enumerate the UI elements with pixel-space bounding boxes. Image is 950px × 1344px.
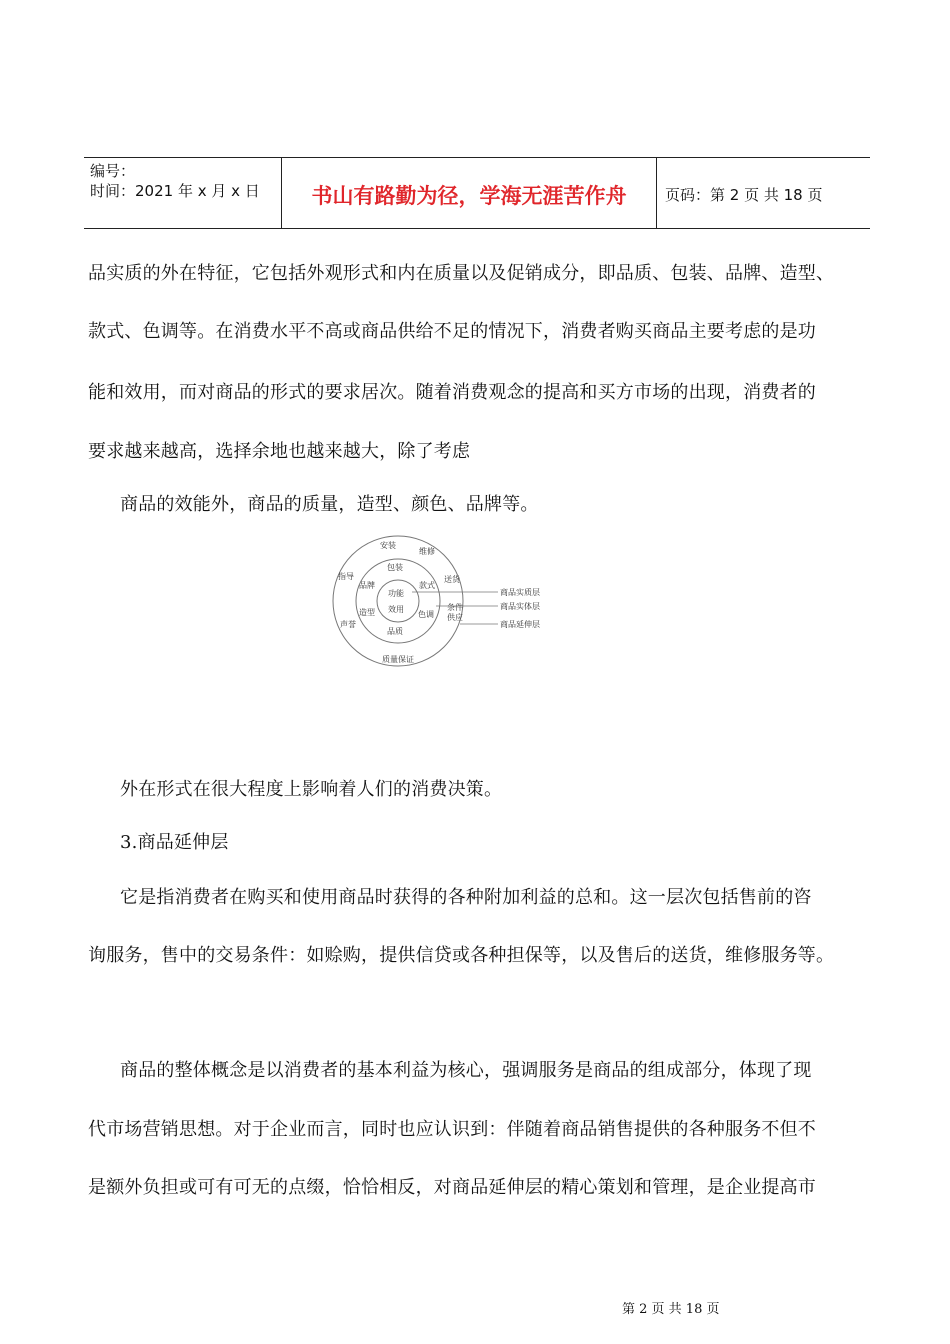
label-conditions: 条件 [447,603,463,612]
label-utility: 效用 [388,605,404,614]
document-date: 时间：2021 年 x 月 x 日 [90,182,260,200]
outer-ring [333,536,463,666]
paragraph-line: 询服务，售中的交易条件：如赊购，提供信贷或各种担保等，以及售后的送货，维修服务等。 [88,945,835,966]
paragraph-line: 款式、色调等。在消费水平不高或商品供给不足的情况下，消费者购买商品主要考虑的是功 [88,321,816,342]
header-meta-cell [84,158,282,228]
section-heading: 3.商品延伸层 [120,832,229,853]
page-header [84,157,870,229]
paragraph-line: 能和效用，而对商品的形式的要求居次。随着消费观念的提高和买方市场的出现，消费者的 [88,382,816,403]
paragraph-line: 商品的效能外，商品的质量，造型、颜色、品牌等。 [120,494,539,515]
label-function: 功能 [388,589,404,598]
legend-extension-layer: 商品延伸层 [500,620,540,629]
core-ring [377,580,419,622]
header-page-number: 页码：第 2 页 共 18 页 [665,186,823,204]
paragraph-line: 外在形式在很大程度上影响着人们的消费决策。 [120,779,503,800]
paragraph-line: 是额外负担或可有可无的点缀，恰恰相反，对商品延伸层的精心策划和管理，是企业提高市 [88,1177,816,1198]
label-repair: 维修 [419,547,435,556]
page-footer: 第 2 页 共 18 页 [622,1302,720,1317]
header-page-cell [657,158,870,228]
label-quality: 品质 [387,627,403,636]
label-install: 安装 [380,541,396,550]
label-guidance: 指导 [338,572,354,581]
label-brand: 品牌 [359,581,375,590]
label-reputation: 声誉 [340,620,356,629]
legend-core-layer: 商品实质层 [500,588,540,597]
label-shape: 造型 [359,608,375,617]
paragraph-line: 要求越来越高，选择余地也越来越大，除了考虑 [88,441,471,462]
paragraph-line: 它是指消费者在购买和使用商品时获得的各种附加利益的总和。这一层次包括售前的咨 [120,887,812,908]
label-delivery: 送货 [444,575,460,584]
label-supply: 供应 [447,613,463,622]
product-levels-diagram [330,530,560,672]
paragraph-line: 商品的整体概念是以消费者的基本利益为核心，强调服务是商品的组成部分，体现了现 [120,1060,812,1081]
document-number: 编号： [90,162,136,180]
label-style: 款式 [419,581,435,590]
label-color: 色调 [418,610,434,619]
paragraph-line: 品实质的外在特征，它包括外观形式和内在质量以及促销成分，即品质、包装、品牌、造型、 [88,263,835,284]
label-packaging: 包装 [387,563,403,572]
legend-entity-layer: 商品实体层 [500,602,540,611]
label-quality-assurance: 质量保证 [382,655,414,664]
header-motto: 书山有路勤为径，学海无涯苦作舟 [311,184,627,208]
paragraph-line: 代市场营销思想。对于企业而言，同时也应认识到：伴随着商品销售提供的各种服务不但不 [88,1119,816,1140]
header-motto-cell [282,158,657,228]
